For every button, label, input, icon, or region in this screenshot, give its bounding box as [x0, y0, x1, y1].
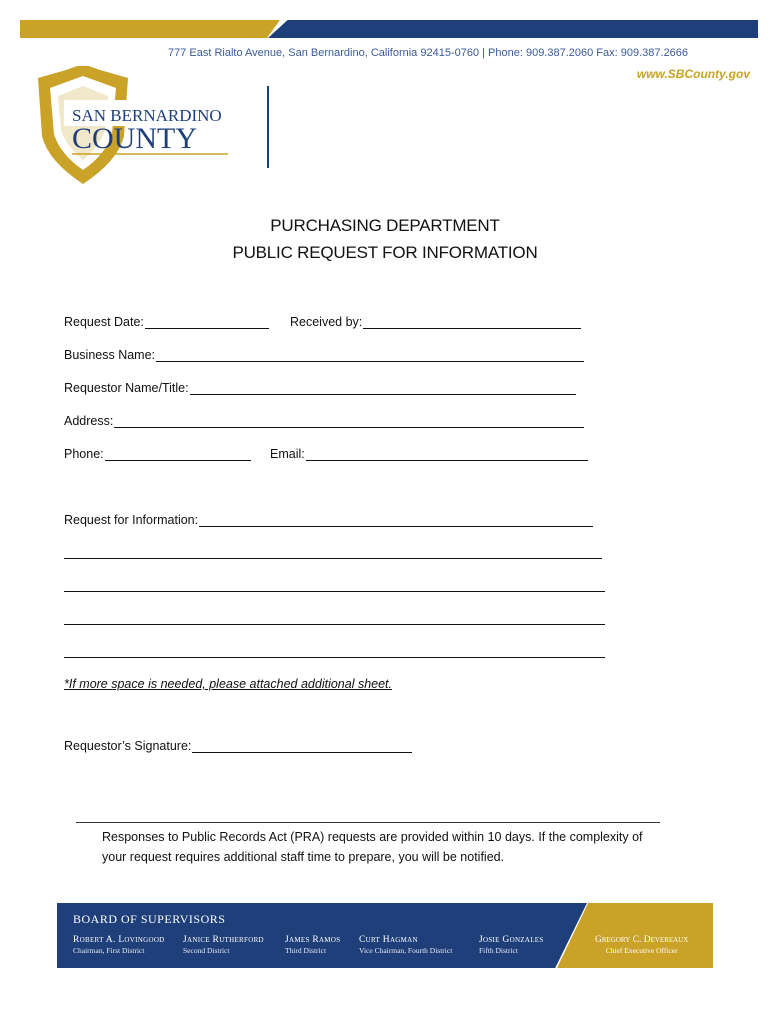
- business-name-label: Business Name:: [64, 348, 156, 362]
- request-info-line-2[interactable]: [64, 558, 602, 559]
- request-date-field[interactable]: [64, 315, 269, 329]
- address-line[interactable]: [114, 414, 584, 428]
- business-name-line[interactable]: [156, 348, 584, 362]
- supervisor-1: [73, 935, 165, 955]
- supervisor-district: Third District: [285, 946, 327, 955]
- received-by-label: Received by:: [290, 315, 363, 329]
- board-title: BOARD OF SUPERVISORS: [73, 912, 226, 926]
- ceo-name: Gregory C. Devereaux: [595, 935, 689, 945]
- title-department: PURCHASING DEPARTMENT: [270, 216, 500, 235]
- supervisor-district: Fifth District: [479, 946, 518, 955]
- supervisor-4: [359, 935, 452, 955]
- ceo-title: Chief Executive Officer: [605, 946, 678, 955]
- supervisor-district: Chairman, First District: [73, 946, 145, 955]
- supervisor-name: Josie Gonzales: [479, 935, 544, 945]
- signature-label: Requestor’s Signature:: [64, 739, 192, 753]
- ceo-block: [595, 935, 688, 955]
- logo-text-1: SAN BERNARDINO: [72, 106, 222, 125]
- supervisor-name: Robert A. Lovingood: [73, 935, 165, 945]
- county-logo: [28, 66, 243, 186]
- request-info-line-5[interactable]: [64, 657, 605, 658]
- header-gold-bar: [20, 20, 280, 38]
- requestor-name-label: Requestor Name/Title:: [64, 381, 189, 395]
- address-label: Address:: [64, 414, 114, 428]
- request-info-label: Request for Information:: [64, 513, 199, 527]
- logo-divider: [267, 86, 269, 168]
- supervisor-district: Vice Chairman, Fourth District: [359, 946, 453, 955]
- signature-line[interactable]: [192, 739, 412, 753]
- phone-field[interactable]: [64, 447, 251, 461]
- additional-sheet-note: *If more space is needed, please attached additional sheet.: [64, 677, 392, 691]
- supervisor-3: [285, 935, 340, 955]
- email-label: Email:: [270, 447, 305, 461]
- board-footer: [57, 903, 713, 968]
- supervisor-2: [183, 935, 264, 955]
- supervisor-district: Second District: [183, 946, 230, 955]
- section-separator: [76, 822, 660, 823]
- title-form: PUBLIC REQUEST FOR INFORMATION: [232, 243, 538, 262]
- supervisor-5: [479, 935, 544, 955]
- requestor-name-field[interactable]: [64, 381, 576, 395]
- received-by-field[interactable]: [290, 315, 581, 329]
- address-field[interactable]: [64, 414, 584, 428]
- phone-label: Phone:: [64, 447, 104, 461]
- logo-text-2: COUNTY: [72, 122, 197, 155]
- phone-line[interactable]: [105, 447, 251, 461]
- supervisor-name: Janice Rutherford: [183, 935, 264, 945]
- received-by-line[interactable]: [363, 315, 581, 329]
- requestor-name-line[interactable]: [190, 381, 576, 395]
- business-name-field[interactable]: [64, 348, 584, 362]
- signature-field[interactable]: [64, 739, 412, 753]
- request-info-line[interactable]: [199, 513, 593, 527]
- response-text-line-1: Responses to Public Records Act (PRA) requests are provided within 10 days. If the complexity of: [102, 830, 643, 844]
- header-address: 777 East Rialto Avenue, San Bernardino, California 92415-0760 | Phone: 909.387.2060 Fax: 909.387.2666: [168, 47, 689, 59]
- header-blue-bar: [268, 20, 758, 38]
- request-info-field[interactable]: [64, 513, 593, 527]
- request-info-line-4[interactable]: [64, 624, 605, 625]
- supervisor-name: Curt Hagman: [359, 935, 418, 945]
- request-date-line[interactable]: [145, 315, 269, 329]
- request-info-line-3[interactable]: [64, 591, 605, 592]
- email-line[interactable]: [306, 447, 588, 461]
- supervisor-name: James Ramos: [285, 935, 341, 945]
- email-field[interactable]: [270, 447, 588, 461]
- request-date-label: Request Date:: [64, 315, 144, 329]
- website-link[interactable]: www.SBCounty.gov: [636, 67, 750, 81]
- response-text-line-2: your request requires additional staff time to prepare, you will be notified.: [102, 850, 505, 864]
